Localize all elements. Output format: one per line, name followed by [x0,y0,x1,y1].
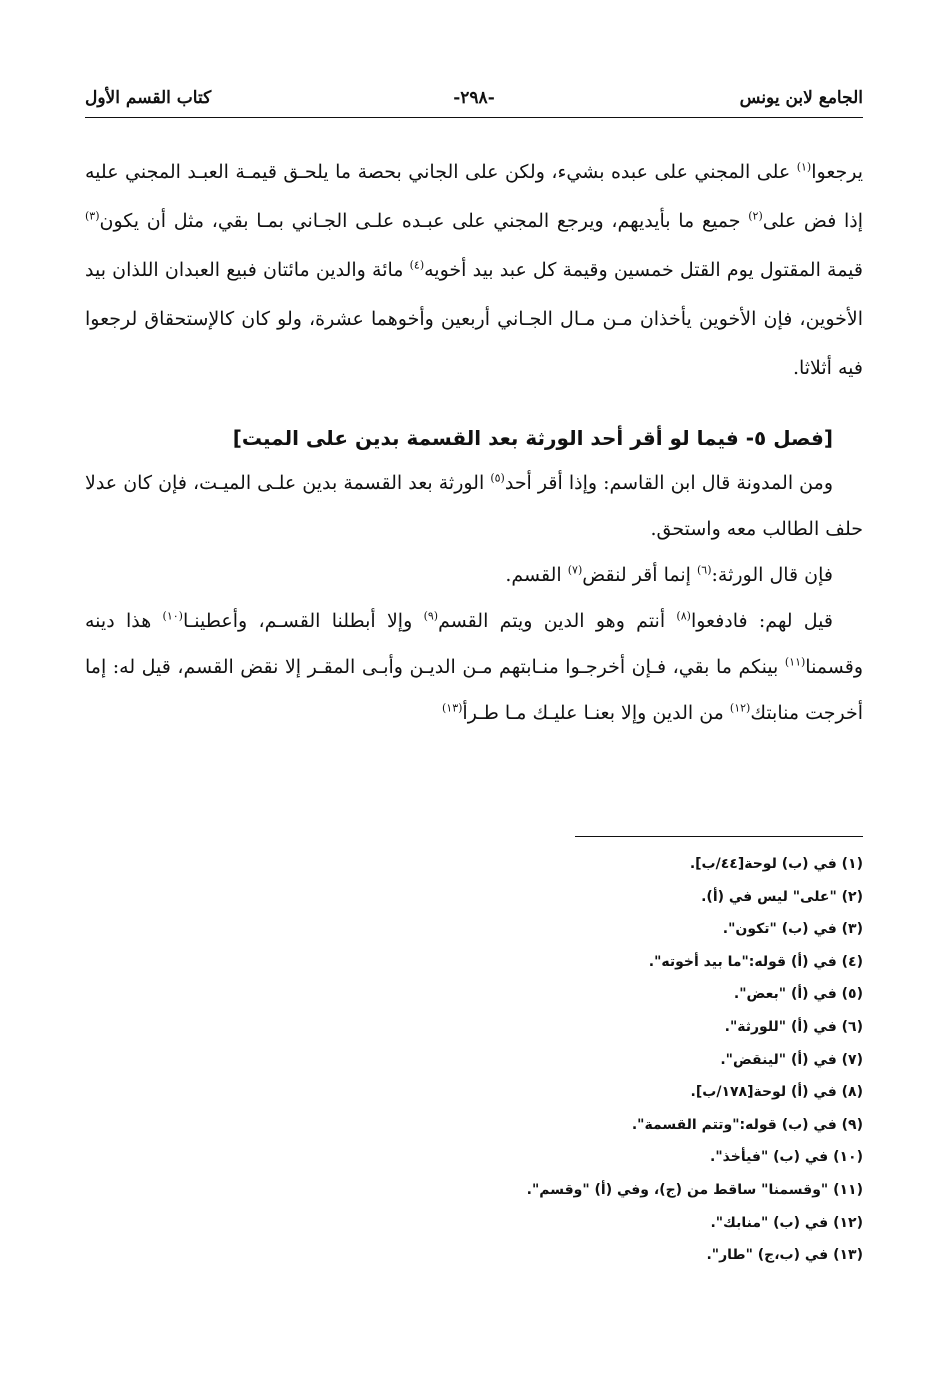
footnote-13: (١٣) في (ب،ج) "طار". [706,1247,863,1264]
footnote-9: (٩) في (ب) قوله:"وتتم القسمة". [631,1116,863,1133]
footnote-7: (٧) في (أ) "لينقض". [720,1051,863,1068]
paragraph-3 [85,552,863,598]
section-body [85,460,863,736]
footnote-10: (١٠) في (ب) "فيأخذ". [710,1149,863,1166]
text-run: ومن المدونة قال ابن القاسم: وإذا أقر أحد [504,472,833,494]
footnote-ref: (١) [796,160,812,174]
page-header [85,86,863,116]
text-run: قيل لهم: فادفعوا [690,610,833,632]
text-run: القسم. [505,564,568,586]
text-run: يرجعوا [811,161,863,183]
footnote-ref: (٤) [409,258,425,272]
paragraph-2 [85,460,863,552]
header-book-title: الجامع لابن يونس [739,88,863,108]
text-run: مائة والدين مائتان فبيع العبدان اللذان بيد الأخوين، فإن الأخوين يأخذان مـن مـال الجـاني أربعين وأخوهما عشرة، ولو كان كالإستحقاق لرجعوا فيه أثلاثا. [85,259,863,379]
footnote-ref: (١٠) [162,609,183,623]
footnote-3: (٣) في (ب) "تكون". [722,921,863,938]
footnotes [85,848,863,1272]
footnote-1: (١) في (ب) لوحة[٤٤/ب]. [689,856,863,872]
text-run: إنما أقر لنقض [582,564,697,586]
footnote-ref: (١٣) [442,701,463,715]
footnote-ref: (٣) [85,209,100,223]
text-run: الورثة بعد القسمة بدين علـى الميـت، فإن كان عدلا حلف الطالب معه واستحق. [85,472,863,540]
paragraph-1 [85,148,863,393]
header-section-title: كتاب القسم الأول [85,88,212,108]
text-run: بينكم ما بقي، فـإن أخرجـوا منـابتهم مـن الديـن وأبـى المقـر إلا نقض القسم، قيل له: إما أخرجت منابتك [85,656,863,724]
footnote-5: (٥) في (أ) "بعض". [733,986,863,1003]
footnote-12: (١٢) في (ب) "منابك". [710,1214,863,1231]
footnote-11: (١١) "وقسمنا" ساقط من (ج)، وفي (أ) "وقسم". [526,1181,863,1198]
footnote-ref: (١١) [784,655,806,669]
footnote-ref: (٥) [490,471,505,485]
footnote-ref: (٢) [748,209,763,223]
text-run: على المجني على عبده بشيء، ولكن على الجاني بحصة ما يلحـق قيمـة العبـد المجني عليه إذا فض على [85,161,864,232]
section-heading: [فصل ٥- فيما لو أقر أحد الورثة بعد القسمة بدين على الميت] [232,426,833,450]
text-run: فإن قال الورثة: [711,564,833,586]
footnote-ref: (٧) [567,563,583,577]
footnote-8: (٨) في (أ) لوحة[١٧٨/ب]. [690,1084,863,1101]
text-run: هذا دينه وقسمنا [85,610,863,678]
footnote-separator [575,836,863,837]
paragraph-4 [85,598,863,736]
text-run: من الدين وإلا بعنـا عليـك مـا طـرأ [462,702,730,724]
text-run: قيمة المقتول يوم القتل خمسين وقيمة كل عبد بيد أخويه [424,259,863,281]
footnote-ref: (٦) [696,563,712,577]
footnote-ref: (٩) [423,609,439,623]
footnote-6: (٦) في (أ) "للورثة". [724,1018,863,1035]
header-rule [85,117,863,118]
footnote-2: (٢) "على" ليس في (أ). [701,888,863,905]
footnote-4: (٤) في (أ) قوله:"ما بيد أخوته". [648,953,863,970]
text-run: جميع ما بأيديهم، ويرجع المجني على عبـده علـى الجـاني بمـا بقي، مثل أن يكون [99,210,749,232]
footnote-ref: (٨) [676,609,691,623]
text-run: أنتم وهو الدين ويتم القسم [438,610,677,632]
footnote-ref: (١٢) [729,701,751,715]
text-run: وإلا أبطلنا القسـم، وأعطينـا [182,610,424,632]
page-number: -٢٩٨- [453,88,495,108]
